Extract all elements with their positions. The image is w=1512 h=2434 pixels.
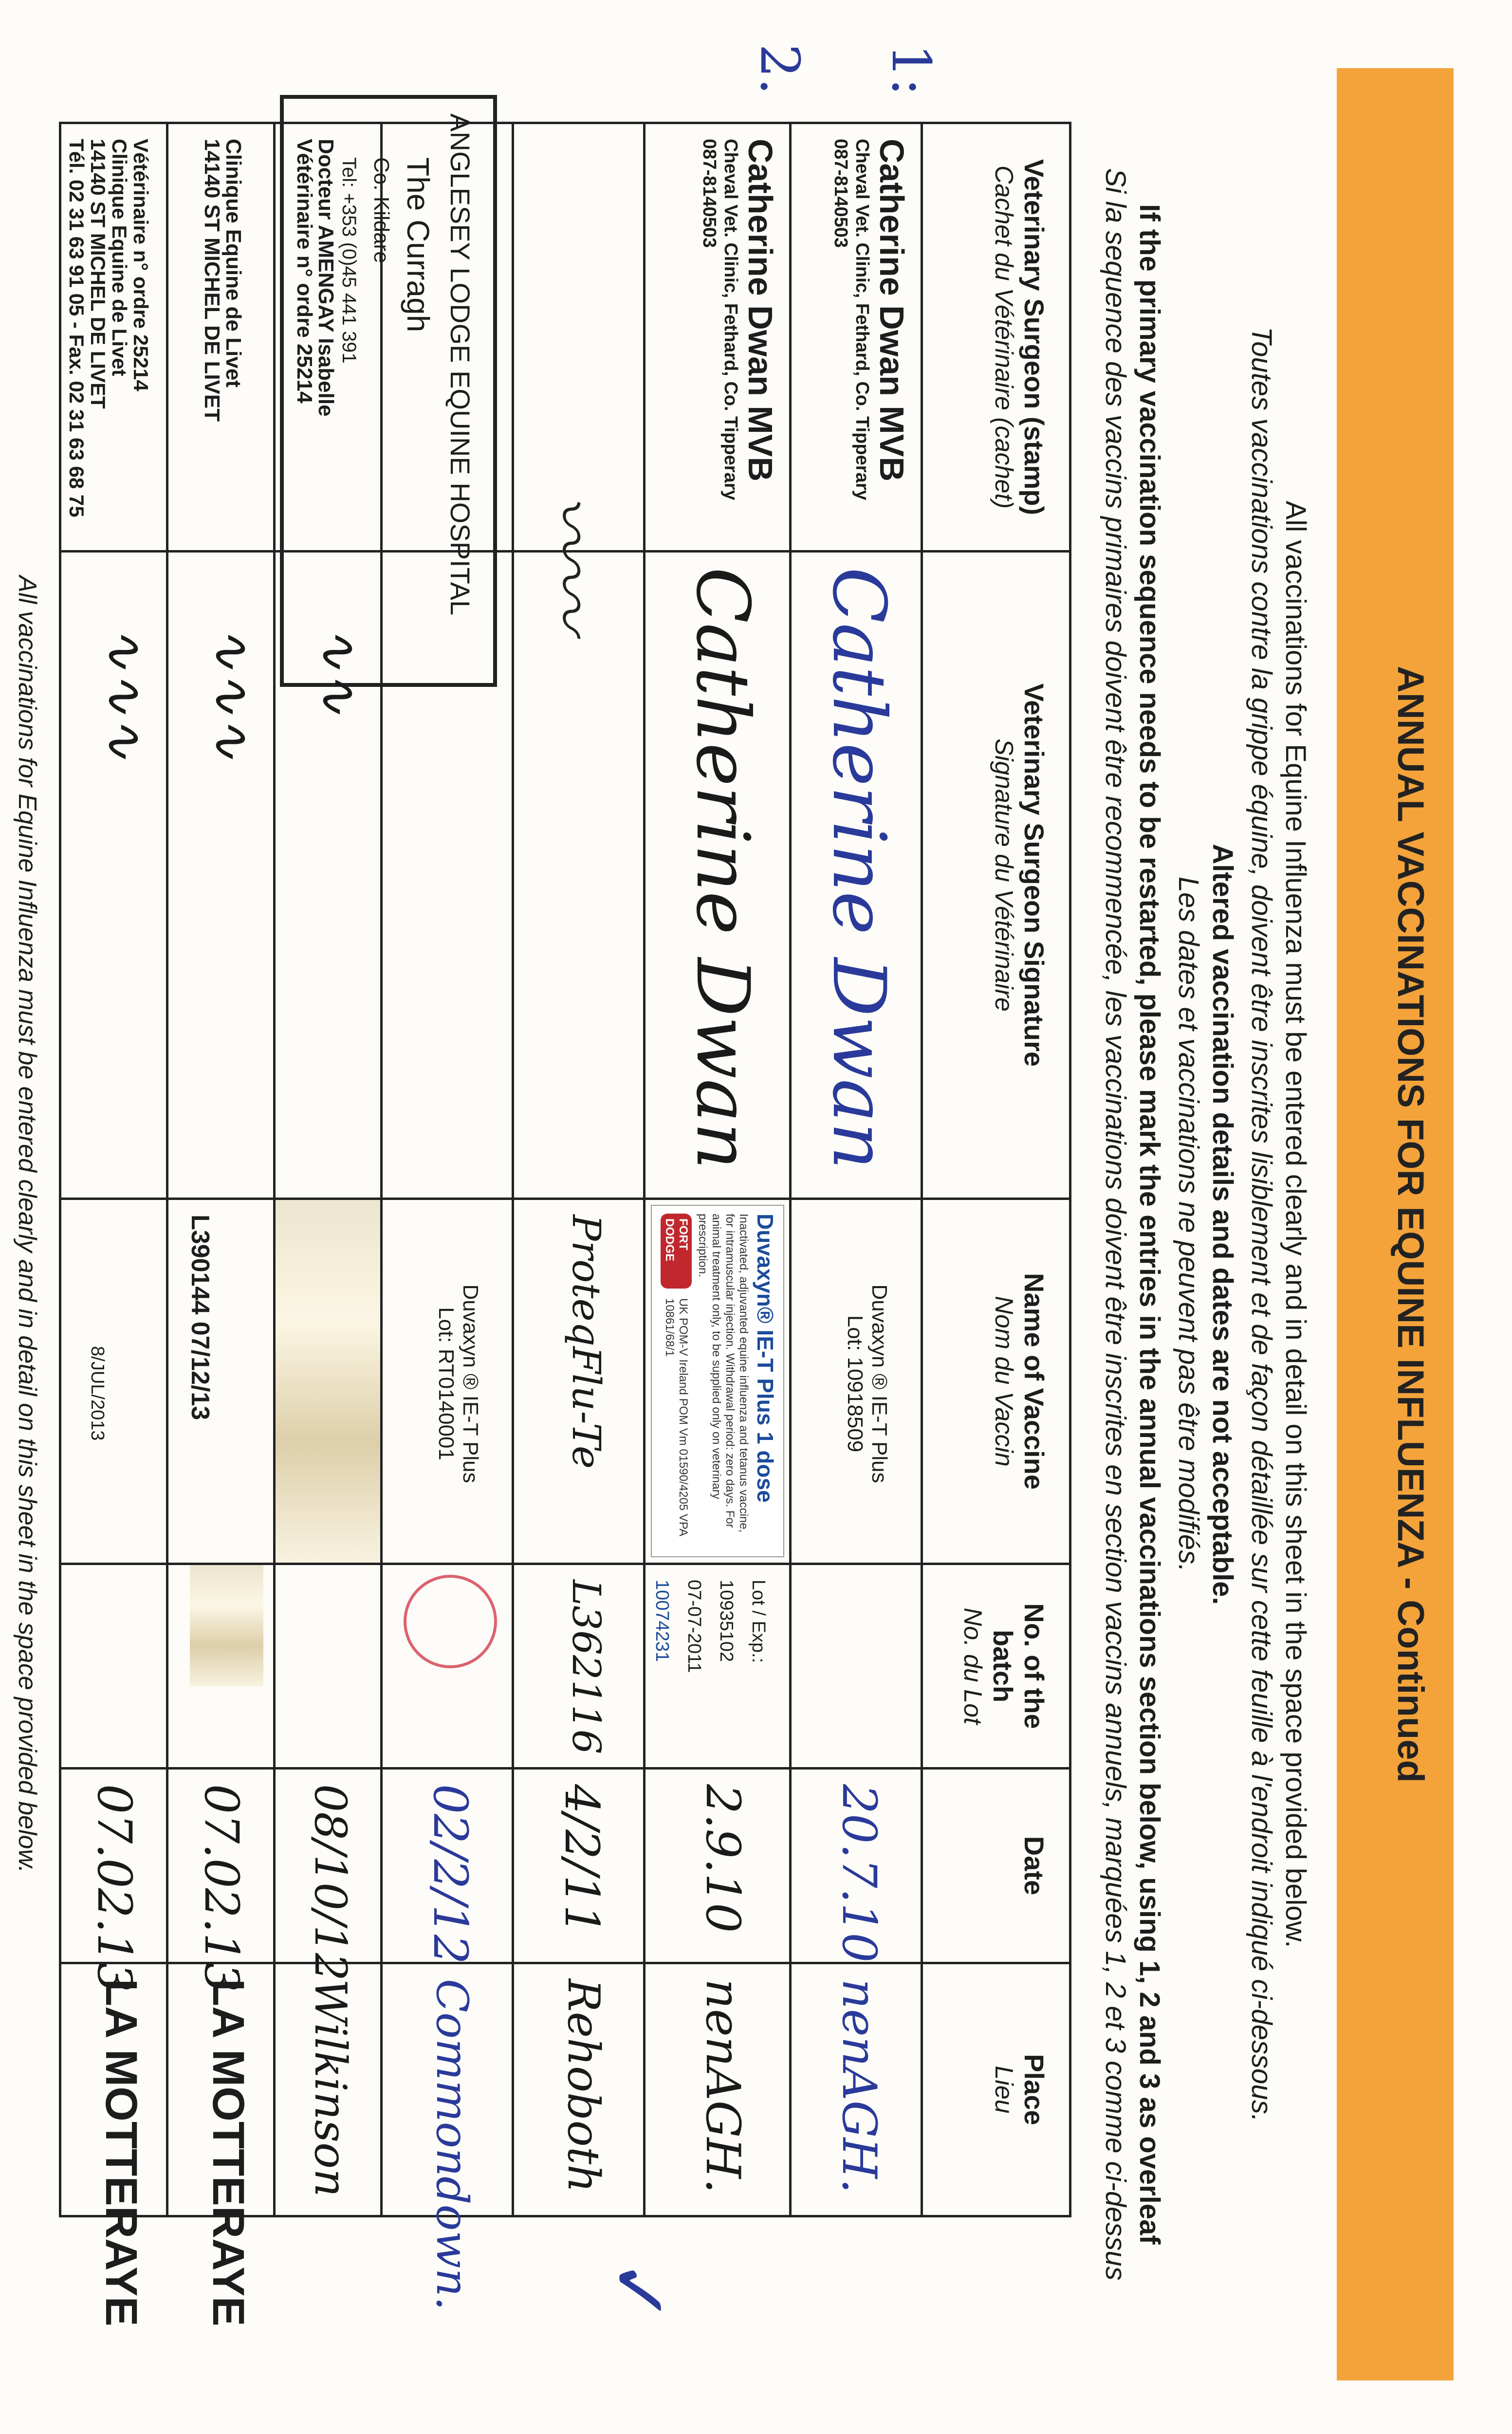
check-mark-icon: ✓: [595, 2259, 682, 2324]
footer-instruction: All vaccinations for Equine Influenza must be entered clearly and in detail on this sheet in the space provided below.: [13, 575, 41, 1873]
signature-cell: [60, 552, 167, 1199]
table-row: [513, 123, 645, 2216]
table-row: [645, 123, 791, 2216]
place-cell: Wilkinson: [275, 1963, 382, 2216]
date-cell: 02/2/12: [382, 1769, 513, 1963]
vaccine-cell: L390144 07/12/13: [167, 1199, 275, 1564]
batch-cell: Lot / Exp.: 10935102 07-07-2011 10074231: [645, 1564, 791, 1769]
signature-cell: [167, 552, 275, 1199]
instruction-fr-2: Les dates et vaccinations ne peuvent pas être modifiés.: [1173, 876, 1204, 1572]
row-mark-1: 1:: [880, 44, 942, 96]
date-cell: 08/10/12: [275, 1769, 382, 1963]
place-cell: Rehoboth: [513, 1963, 645, 2216]
table-row: [791, 123, 922, 2216]
col-header-signature: Veterinary Surgeon Signature Signature du Vétérinaire: [922, 552, 1070, 1199]
batch-cell: L362116: [513, 1564, 645, 1769]
batch-cell: [791, 1564, 922, 1769]
place-cell: LA MOTTERAYE: [60, 1963, 167, 2216]
vaccination-table: [59, 113, 1071, 2326]
col-header-date: Date: [922, 1769, 1070, 1963]
vaccine-cell: [275, 1199, 382, 1564]
round-stamp: [404, 1575, 497, 1668]
stamp-cell: Clinique Equine de Livet 14140 ST MICHEL DE LIVET: [167, 123, 275, 552]
vaccine-cell: Duvaxyn ® IE-T Plus Lot: RT0140001: [382, 1199, 513, 1564]
batch-cell: [60, 1564, 167, 1769]
stamp-cell: Docteur AMENGAY Isabelle Vétérinaire n° ordre 25214: [275, 123, 382, 552]
instruction-fr-1: Toutes vaccinations contre la grippe équine, doivent être inscrites lisiblement et de façon détaillée sur cette feuille à l'endroit indiqué ci-dessous.: [1246, 327, 1277, 2122]
date-cell: 4/2/11: [513, 1769, 645, 1963]
signature-scribble: ∿∿∿: [201, 626, 263, 760]
vaccine-cell: ProteqFlu-Te: [513, 1199, 645, 1564]
col-header-batch: No. of the batch No. du Lot: [922, 1564, 1070, 1769]
place-cell: Commondown.: [382, 1963, 513, 2216]
table-row: [382, 123, 513, 2216]
stamp-cell: [338, 113, 513, 616]
table-row: [60, 123, 167, 2216]
instruction-fr-3: Si la sequence des vaccins primaires doivent être recommencée, les vaccinations doivent être inscrites en section vaccins annuels, marquées 1, 2 et 3 comme ci-dessus: [1100, 168, 1131, 2281]
instruction-en-1: All vaccinations for Equine Influenza must be entered clearly and in detail on this sheet in the space provided below.: [1280, 500, 1311, 1948]
signature-cell: Catherine Dwan: [645, 552, 791, 1199]
signature-cell: [513, 494, 645, 1199]
signature-scribble: 〰〰: [529, 494, 608, 631]
vaccine-cell: [645, 1199, 791, 1564]
table-row: [275, 123, 382, 2216]
place-cell: nenAGH.: [645, 1963, 791, 2216]
stamp-cell: Vétérinaire n° ordre 25214 Clinique Equine de Livet 14140 ST MICHEL DE LIVET Tél. 02 31 63 91 05 - Fax. 02 31 63 68 75: [60, 123, 167, 552]
table-row: [167, 123, 275, 2216]
date-cell: 07.02.13: [167, 1769, 275, 1963]
vaccine-sticker: Duvaxyn® IE-T Plus 1 dose Inactivated, adjuvanted equine influenza and tetanus vaccine, for intramuscular injection. Withdrawal period: zero days. For animal treatment only, to be supplied only on veterinary prescription. FORT DODGE UK POM-V Ireland POM Vm 01590/4205 VPA 10861/68/1: [651, 1205, 784, 1557]
signature-cell: [382, 552, 513, 1199]
instruction-en-2: Altered vaccination details and dates are not acceptable.: [1207, 844, 1238, 1605]
row-mark-2: 2.: [749, 44, 811, 95]
vaccine-cell: 8/JUL/2013: [60, 1199, 167, 1564]
table-header-row: [922, 123, 1070, 2216]
date-cell: 20.7.10: [791, 1769, 922, 1963]
stamp-cell: Catherine Dwan MVB Cheval Vet. Clinic, Fethard, Co. Tipperary 087-8140503: [791, 123, 922, 552]
batch-cell: [167, 1564, 275, 1769]
sticker-remnant: [190, 1565, 264, 1686]
signature-scribble: ∿∿∿: [94, 626, 156, 760]
vaccine-cell: Duvaxyn ® IE-T Plus Lot: 10918509: [791, 1199, 922, 1564]
date-cell: 2.9.10: [645, 1769, 791, 1963]
instruction-en-3: If the primary vaccination sequence needs to be restarted, please mark the entries in the annual vaccinations section below, using 1, 2 and 3 as overleaf: [1134, 204, 1165, 2245]
place-cell: nenAGH.: [791, 1963, 922, 2216]
date-cell: 07.02.13: [60, 1769, 167, 1963]
signature-scribble: ∿∿: [308, 626, 370, 716]
sticker-remnant: [276, 1200, 380, 1563]
stamp-cell: [513, 123, 645, 552]
col-header-vaccine: Name of Vaccine Nom du Vaccin: [922, 1199, 1070, 1564]
page-title: ANNUAL VACCINATIONS FOR EQUINE INFLUENZA - Continued: [1390, 666, 1431, 1783]
signature-cell: [275, 552, 382, 1199]
batch-cell: [382, 1564, 513, 1769]
brand-logo: FORT DODGE: [661, 1214, 692, 1289]
hospital-stamp-box: ANGLESEY LODGE EQUINE HOSPITAL The Curragh Co. Kildare Tel: +353 (0)45 441 391: [280, 95, 497, 687]
batch-cell: [275, 1564, 382, 1769]
place-cell: LA MOTTERAYE: [167, 1963, 275, 2216]
stamp-cell: Catherine Dwan MVB Cheval Vet. Clinic, Fethard, Co. Tipperary 087-8140503: [645, 123, 791, 552]
signature-cell: Catherine Dwan: [791, 552, 922, 1199]
col-header-place: Place Lieu: [922, 1963, 1070, 2216]
col-header-stamp: Veterinary Surgeon (stamp) Cachet du Vétérinaire (cachet): [922, 123, 1070, 552]
